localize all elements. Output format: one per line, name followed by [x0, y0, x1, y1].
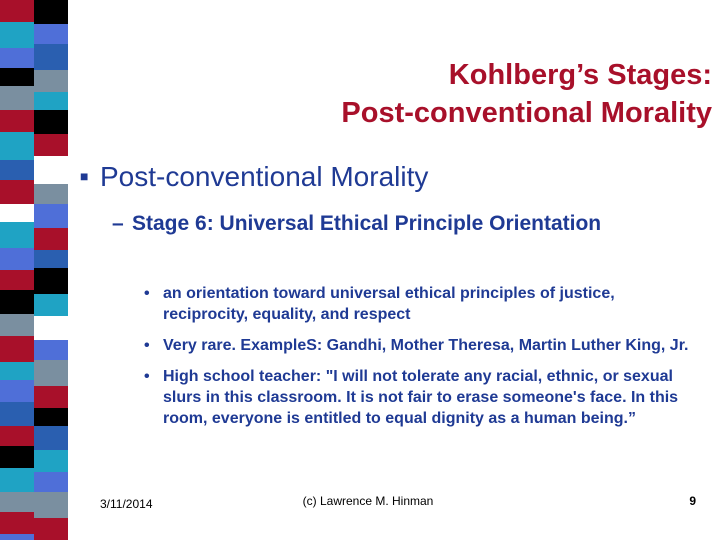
level2-text: Stage 6: Universal Ethical Principle Orientation [132, 212, 602, 235]
strip-tile [34, 360, 68, 386]
strip-tile [34, 426, 68, 450]
level1-bullet-item [80, 156, 700, 197]
strip-tile [0, 468, 34, 492]
title-line-1: Kohlberg’s Stages: [448, 59, 712, 91]
strip-tile [0, 86, 34, 110]
strip-tile [0, 336, 34, 362]
strip-tile [34, 134, 68, 156]
strip-tile [0, 362, 34, 380]
strip-tile [0, 68, 34, 86]
strip-tile [0, 110, 34, 132]
strip-tile [0, 180, 34, 204]
strip-column-right [34, 0, 68, 540]
strip-tile [34, 0, 68, 24]
dash-bullet-icon: – [112, 212, 124, 235]
strip-tile [0, 204, 34, 222]
strip-tile [0, 132, 34, 160]
square-bullet-icon: ■ [80, 168, 89, 184]
strip-tile [34, 386, 68, 408]
strip-tile [34, 316, 68, 340]
dot-bullet-icon: • [144, 285, 150, 302]
list-item [144, 366, 704, 429]
strip-tile [34, 518, 68, 540]
strip-tile [34, 340, 68, 360]
strip-tile [0, 48, 34, 68]
level3-bullet-list [144, 283, 704, 439]
list-item [144, 335, 704, 356]
title-line-2: Post-conventional Morality [341, 97, 712, 129]
strip-tile [0, 512, 34, 534]
footer-copyright: (c) Lawrence M. Hinman [302, 494, 434, 508]
level1-text: Post-conventional Morality [100, 161, 429, 192]
list-item-text: High school teacher: "I will not tolerate any racial, ethnic, or sexual slurs in this classroom. It is not fair to erase someone's face. In this room, everyone is entitled to equal dignity as a human being.” [163, 368, 679, 427]
decorative-color-strip [0, 0, 68, 540]
slide-title [152, 56, 712, 132]
strip-tile [0, 270, 34, 290]
strip-tile [34, 92, 68, 110]
strip-tile [34, 268, 68, 294]
strip-tile [0, 380, 34, 402]
strip-tile [34, 250, 68, 268]
footer-date: 3/11/2014 [100, 497, 153, 511]
strip-tile [34, 472, 68, 492]
strip-tile [34, 228, 68, 250]
strip-tile [34, 450, 68, 472]
strip-tile [0, 402, 34, 426]
strip-tile [0, 426, 34, 446]
strip-tile [0, 534, 34, 540]
list-item-text: an orientation toward universal ethical principles of justice, reciprocity, equality, and respect [163, 285, 615, 323]
strip-tile [0, 314, 34, 336]
list-item-text: Very rare. ExampleS: Gandhi, Mother Theresa, Martin Luther King, Jr. [163, 337, 689, 354]
strip-column-left [0, 0, 34, 540]
strip-tile [0, 290, 34, 314]
strip-tile [0, 248, 34, 270]
strip-tile [34, 294, 68, 316]
strip-tile [0, 222, 34, 248]
strip-tile [34, 204, 68, 228]
dot-bullet-icon: • [144, 368, 150, 385]
strip-tile [34, 24, 68, 44]
strip-tile [0, 446, 34, 468]
list-item [144, 283, 704, 325]
strip-tile [0, 22, 34, 48]
strip-tile [34, 156, 68, 184]
strip-tile [34, 70, 68, 92]
strip-tile [0, 160, 34, 180]
strip-tile [34, 44, 68, 70]
dot-bullet-icon: • [144, 337, 150, 354]
strip-tile [34, 408, 68, 426]
level2-bullet-item [112, 210, 692, 238]
footer-page-number: 9 [689, 494, 696, 508]
strip-tile [0, 0, 34, 22]
strip-tile [34, 110, 68, 134]
strip-tile [34, 184, 68, 204]
